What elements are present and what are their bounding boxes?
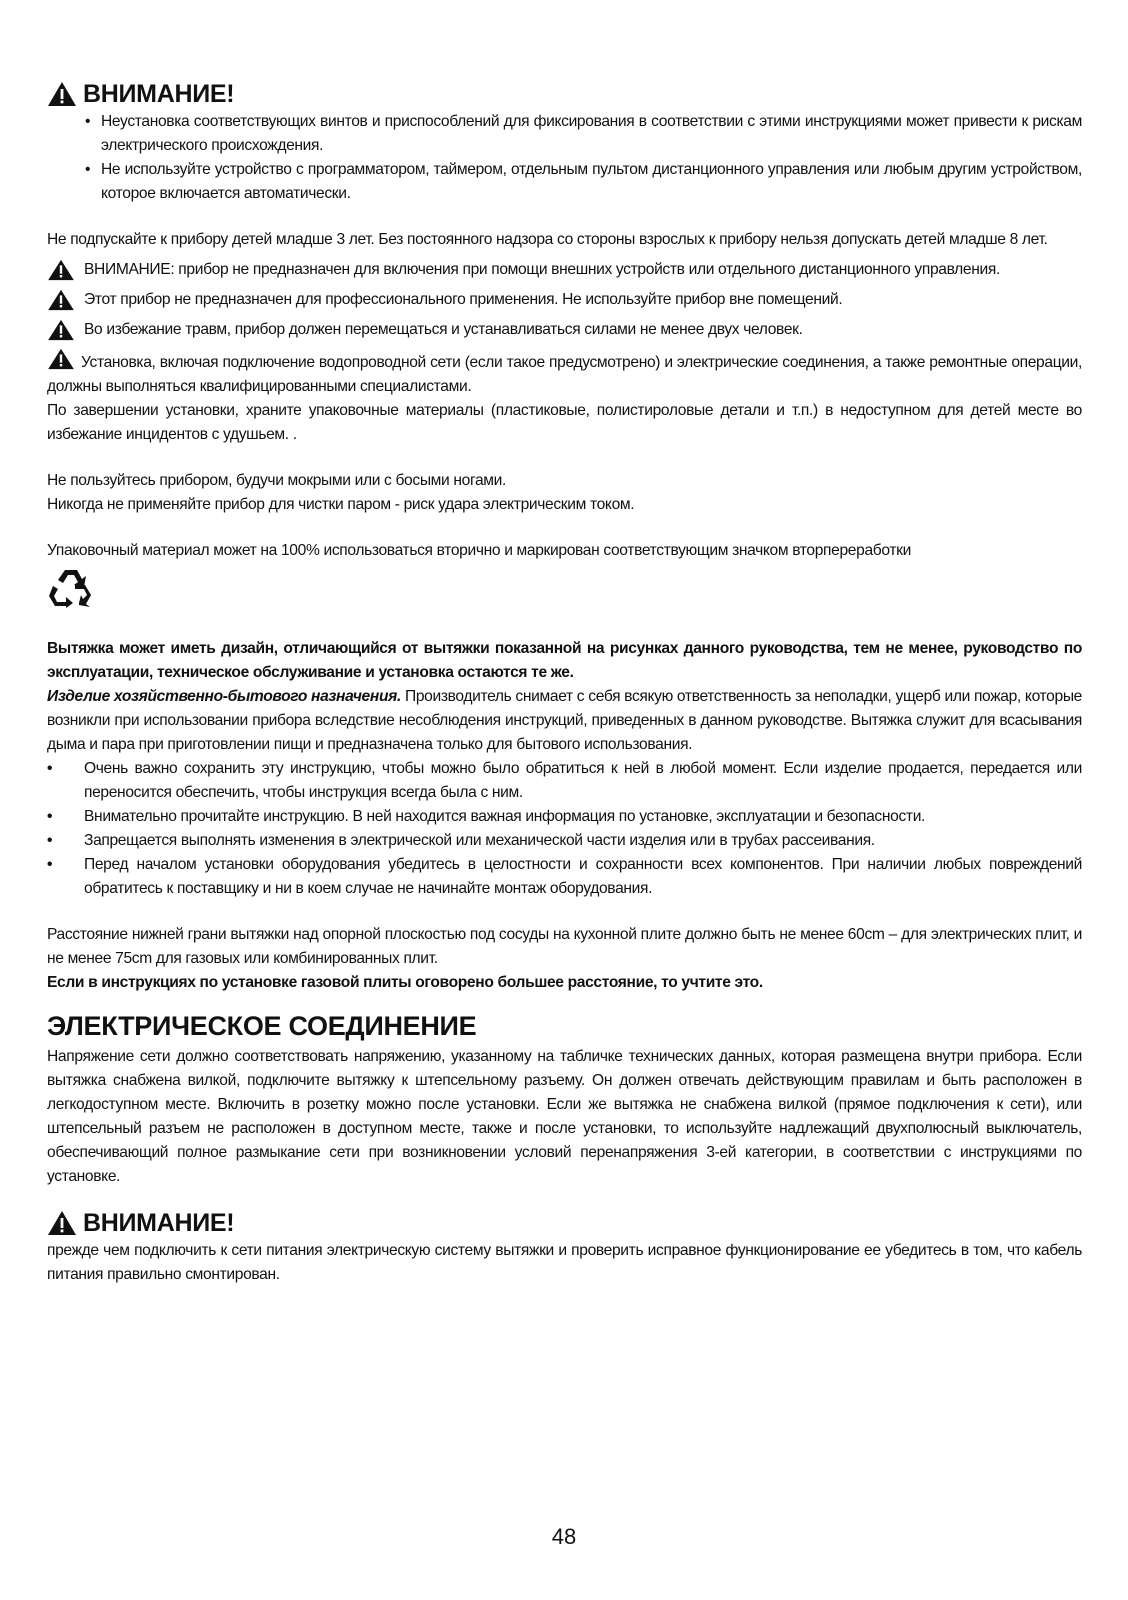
- installation-warning: Установка, включая подключение водопроводной сети (если такое предусмотрено) и электрические соединения, а также ремонтные операции, должны выполняться квалифицированными специалистами.: [47, 348, 1082, 399]
- design-notice: Вытяжка может иметь дизайн, отличающийся от вытяжки показанной на рисунках данного руководства, тем не менее, руководство по эксплуатации, техническое обслуживание и установка остаются те же.: [47, 640, 1082, 681]
- packaging-paragraph: По завершении установки, храните упаковочные материалы (пластиковые, полистироловые детали и т.п.) в недоступном для детей месте во избежание инцидентов с удушьем. .: [47, 402, 1082, 443]
- electrical-paragraph: Напряжение сети должно соответствовать напряжению, указанному на табличке технических данных, которая размещена внутри прибора. Если вытяжка снабжена вилкой, подключите вытяжку к штепсельному разъему. Он должен отвечать действующим правилам и быть расположен в легкодоступном месте. Включить в розетку можно после установки. Если же вытяжка не снабжена вилкой (прямое подключения к сети), или штепсельный разъем не расположен в доступном месте, также и после установки, то используйте надлежащий двухполюсный выключатель, обеспечивающий полное размыкание сети при возникновении условий перенапряжения 3-ей категории, в соответствии с инструкциями по установке.: [47, 1048, 1082, 1185]
- warning-line-1: ВНИМАНИЕ: прибор не предназначен для включения при помощи внешних устройств или отдельного дистанционного управления.: [47, 258, 1082, 282]
- warning-line-3: Во избежание травм, прибор должен перемещаться и устанавливаться силами не менее двух человек.: [47, 318, 1082, 342]
- instructions-list: [47, 757, 1082, 901]
- document-page: [47, 78, 1082, 1287]
- recycle-paragraph: Упаковочный материал может на 100% использоваться вторично и маркирован соответствующим значком вторпереработки: [47, 542, 911, 559]
- warning-triangle-icon: [47, 259, 75, 281]
- list-item: • Не используйте устройство с программатором, таймером, отдельным пультом дистанционного управления или любым другим устройством, которое включается автоматически.: [85, 161, 1082, 202]
- warning-triangle-icon: [47, 319, 75, 341]
- children-paragraph: Не подпускайте к прибору детей младше 3 лет. Без постоянного надзора со стороны взрослых к прибору нельзя допускать детей младше 8 лет.: [47, 231, 1048, 248]
- steam-paragraph: Никогда не применяйте прибор для чистки паром - риск удара электрическим током.: [47, 496, 635, 513]
- household-label: Изделие хозяйственно-бытового назначения.: [47, 688, 401, 705]
- list-item: • Запрещается выполнять изменения в электрической или механической части изделия или в трубах рассеивания.: [47, 832, 875, 849]
- warning-line-2: Этот прибор не предназначен для профессионального применения. Не используйте прибор вне помещений.: [47, 288, 1082, 312]
- page-number: 48: [551, 1524, 577, 1549]
- list-item: • Неустановка соответствующих винтов и приспособлений для фиксирования в соответствии с этими инструкциями может привести к рискам электрического происхождения.: [85, 113, 1082, 154]
- warning-list-1: [47, 110, 1082, 206]
- distance-paragraph: Расстояние нижней грани вытяжки над опорной плоскостью под сосуды на кухонной плите должно быть не менее 60cm – для электрических плит, и не менее 75cm для газовых или комбинированных плит.: [47, 926, 1082, 967]
- list-item: • Перед началом установки оборудования убедитесь в целостности и сохранности всех компонентов. При наличии любых повреждений обратитесь к поставщику и ни в коем случае не начинайте монтаж оборудования.: [47, 856, 1082, 897]
- distance-note: Если в инструкциях по установке газовой плиты оговорено большее расстояние, то учтите это.: [47, 974, 763, 991]
- warning-paragraph-2: прежде чем подключить к сети питания электрическую систему вытяжки и проверить исправное функционирование ее убедитесь в том, что кабель питания правильно смонтирован.: [47, 1242, 1082, 1283]
- recycle-icon: [47, 567, 95, 611]
- warning-title-1: ВНИМАНИЕ!: [83, 80, 235, 108]
- warning-triangle-icon: [47, 289, 75, 311]
- household-paragraph: Изделие хозяйственно-бытового назначения. Производитель снимает с себя всякую ответственность за неполадки, ущерб или пожар, которые возникли при использовании прибора вследствие несоблюдения инструкций, приведенных в данном руководстве. Вытяжка служит для всасывания дыма и пара при приготовлении пищи и предназначена только для бытового использования.: [47, 688, 1082, 753]
- warning-triangle-icon: [47, 81, 77, 107]
- warning-triangle-icon: [47, 348, 75, 370]
- list-item: • Очень важно сохранить эту инструкцию, чтобы можно было обратиться к ней в любой момент. Если изделие продается, передается или переносится обеспечить, чтобы инструкция всегда была с ним.: [47, 760, 1082, 801]
- warning-triangle-icon: [47, 1210, 77, 1236]
- warning-heading-2: [47, 1207, 1082, 1239]
- warning-title-2: ВНИМАНИЕ!: [83, 1209, 235, 1237]
- electrical-heading: ЭЛЕКТРИЧЕСКОЕ СОЕДИНЕНИЕ: [47, 1011, 477, 1041]
- warning-heading-1: [47, 78, 1082, 110]
- wet-feet-paragraph: Не пользуйтесь прибором, будучи мокрыми или с босыми ногами.: [47, 472, 507, 489]
- list-item: • Внимательно прочитайте инструкцию. В ней находится важная информация по установке, эксплуатации и безопасности.: [47, 808, 926, 825]
